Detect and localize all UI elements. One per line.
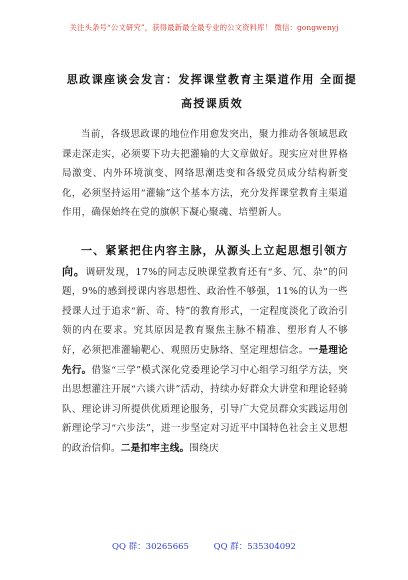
footer	[0, 540, 408, 552]
section-1-text-b: 借鉴“三学”模式深化党委理论学习中心组学习组学方法，突出思想灌注开展“六谈六讲”活动，持续办好群众大讲堂和理论轻骑队、理论讲习所提供优质理论服务，引导广大党员群众实践运用创新理论学习“六步法”，进一步坚定对习近平中国特色社会主义思想的政治信仰。	[62, 364, 348, 454]
section-1-heading: 一、紧紧把住内容主脉，从源头上立起思想引领方向。	[62, 243, 348, 278]
point-2-label: 二是扣牢主线。	[120, 442, 190, 454]
header-banner: 关注头条号“公文研究”，获得最新最全最专业的公文资料库！ 微信：gongwenyj	[69, 23, 339, 32]
footer-qq-group-2: QQ 群：535304092	[213, 542, 296, 552]
point-1-label: 一是理论先行。	[62, 344, 348, 376]
document-body	[62, 125, 348, 459]
document-title: 思政课座谈会发言：发挥课堂教育主渠道作用 全面提高授课质效	[66, 73, 358, 110]
footer-qq-group-1: QQ 群：30265665	[112, 542, 189, 552]
intro-paragraph: 当前，各级思政课的地位作用愈发突出，聚力推动各领域思政课走深走实，必须要下功夫把灌输的大文章做好。现实应对世界格局激变、内外环境演变、网络思潮迭变和各级党员成分结构新变化，必须坚持运用“灌输”这个基本方法，充分发挥课堂教育主渠道作用，确保始终在党的旗帜下凝心聚魂、培塑新人。	[62, 129, 348, 219]
section-1-text-c: 围绕庆	[189, 442, 219, 454]
section-1-text-a: 调研发现，17%的同志反映课堂教育还有“多、冗、杂”的问题，9%的感到授课内容思想性、政治性不够强，11%的认为一些授课人过于追求“新、奇、特”的教育形式，一定程度淡化了政治引领的内在要求。究其原因是教育聚焦主脉不精准、塑形育人不够好，必须把准灌输靶心、观照历史脉络、坚定理想信念。	[62, 266, 348, 356]
section-1-paragraph	[62, 241, 348, 459]
